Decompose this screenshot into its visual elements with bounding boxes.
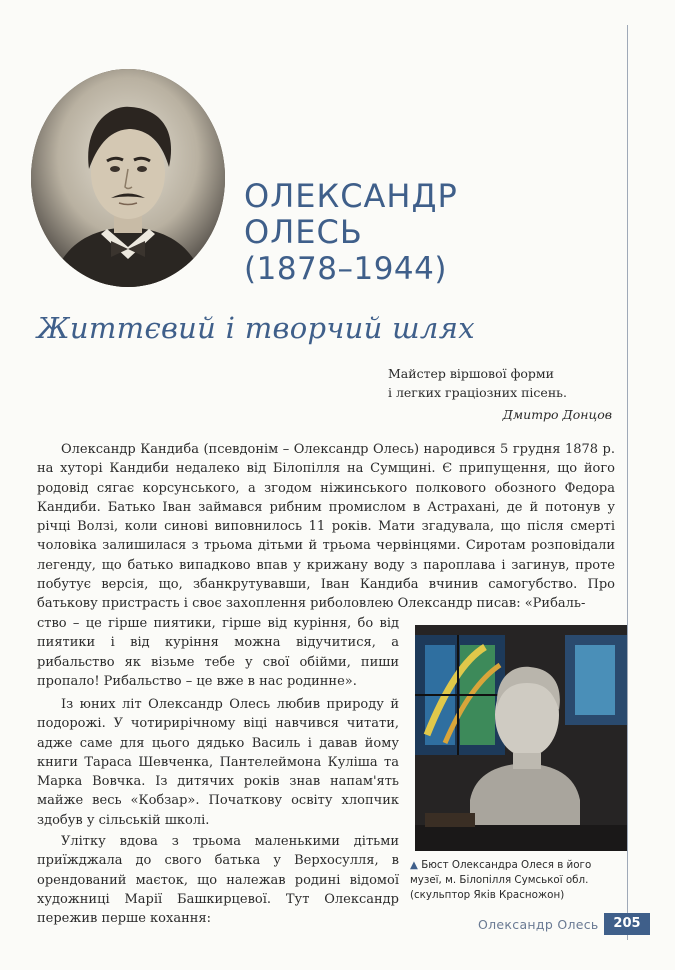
caption-marker-icon: ▲ bbox=[410, 859, 418, 871]
epigraph-author: Дмитро Донцов bbox=[502, 407, 612, 422]
bust-photo bbox=[415, 625, 627, 851]
page-number: 205 bbox=[604, 913, 650, 935]
author-name-line1: ОЛЕКСАНДР bbox=[244, 177, 458, 215]
author-name-line2: ОЛЕСЬ bbox=[244, 213, 363, 251]
paragraph-biography-3: Улітку вдова з трьома маленькими дітьми приїжджала до свого батька у Верхосулля, в орендований маєток, що належав родині відомої художниці Марії Башкирцевої. Тут Олександр пережив перше кохання: bbox=[37, 834, 399, 927]
section-heading: Життєвий і творчий шлях bbox=[37, 311, 475, 345]
portrait-image bbox=[31, 69, 225, 287]
margin-rule bbox=[627, 25, 628, 940]
life-years: (1878–1944) bbox=[244, 251, 447, 287]
photo-caption bbox=[410, 858, 622, 903]
epigraph-line: і легких граціозних пісень. bbox=[388, 385, 567, 400]
caption-text: Бюст Олександра Олеся в його музеї, м. Білопілля Сумської обл. (скульптор Яків Красножон) bbox=[410, 859, 592, 901]
running-footer: Олександр Олесь bbox=[478, 917, 599, 932]
epigraph-line: Майстер віршової форми bbox=[388, 366, 554, 381]
epigraph bbox=[388, 364, 612, 424]
paragraph-biography-1: Олександр Кандиба (псевдонім – Олександр Олесь) народився 5 грудня 1878 р. на хуторі Кандиби недалеко від Білопілля на Сумщині. Є припущення, що його родовід сягає корсунського, а згодом ніжинського полкового обозного Федора Кандиби. Батько Іван займався рибним промислом в Астрахані, де й потонув у річці Волзі, коли синові виповнилось 11 років. Мати згадувала, що після смерті чоловіка залишилася з трьома дітьми й трьома червінцями. Сиротам розповідали легенду, що батько випадково впав у крижану воду з пароплава і загинув, проте побутує версія, що, збанкрутувавши, Іван Кандиба вчинив самогубство. Про батькову пристрасть і своє захоплення риболовлею Олександр писав: «Рибаль- bbox=[37, 442, 615, 612]
paragraph-biography-2: Із юних літ Олександр Олесь любив природу й подорожі. У чотирирічному віці навчився читати, адже саме для цього дядько Василь і давав йому книги Тараса Шевченка, Пантелеймона Куліша та Марка Вовчка. Із дитячих років знав напам'ять майже весь «Кобзар». Початкову освіту хлопчик здобув у сільській школі. bbox=[37, 697, 399, 828]
title-block bbox=[244, 178, 458, 288]
paragraph-biography-1-continued: ство – це гірше пиятики, гірше від куріння, бо від пиятики і від куріння можна відучитися, а рибальство як візьме тебе у свої обійми, пиши пропало! Рибальство – це вже в нас родинне». bbox=[37, 616, 399, 689]
